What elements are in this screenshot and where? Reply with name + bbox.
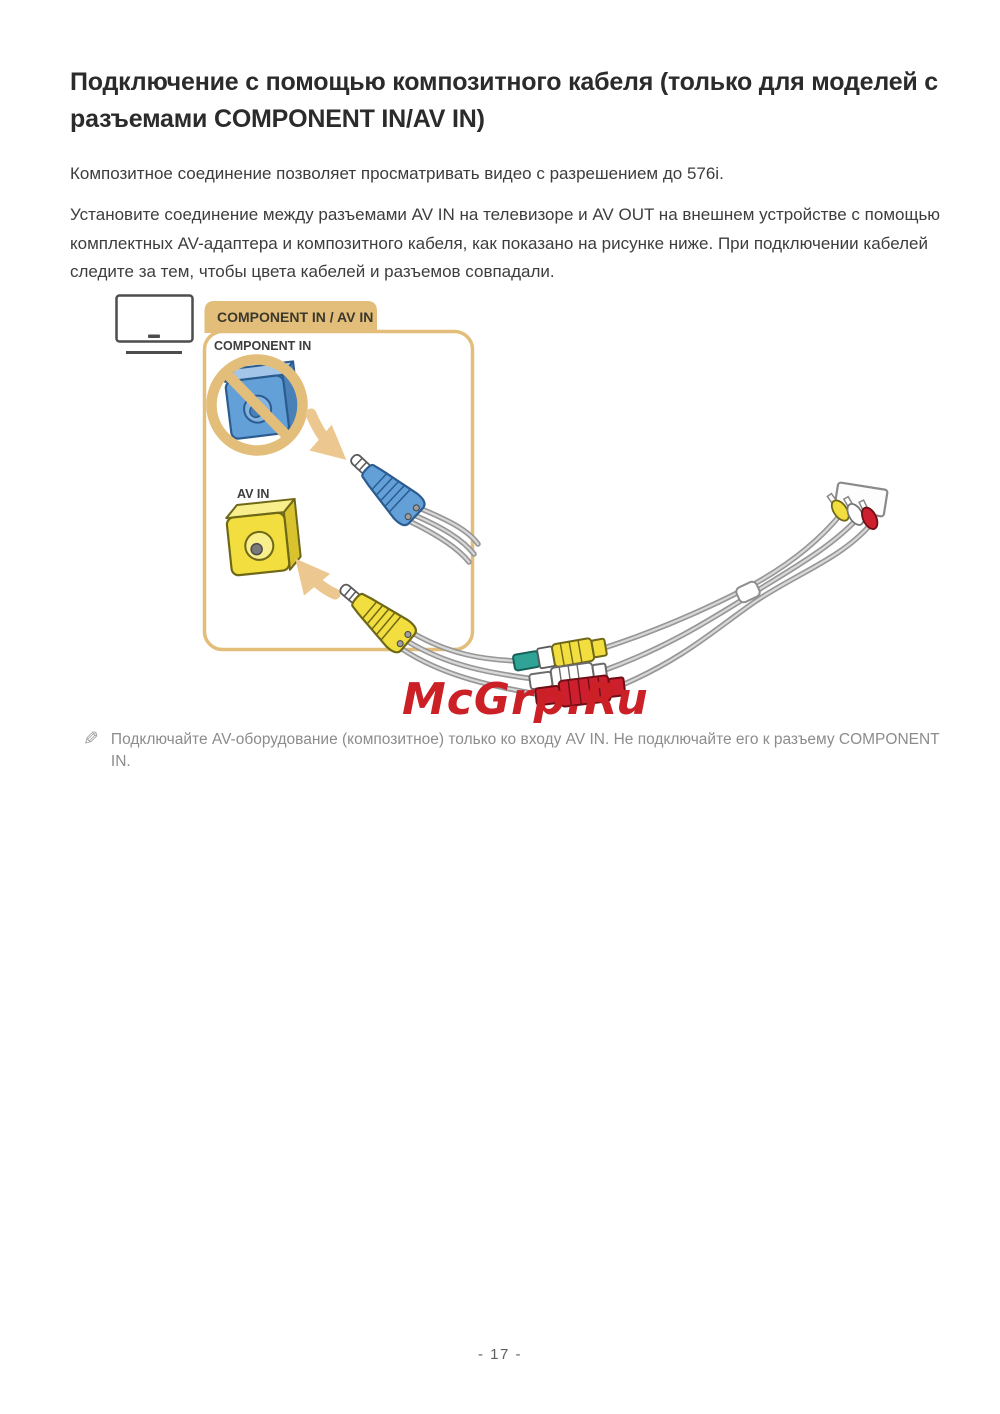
av-in-label: AV IN <box>237 487 270 501</box>
connection-diagram-svg <box>0 287 1000 717</box>
watermark: McGrp.Ru <box>402 674 649 725</box>
connection-diagram <box>0 287 1000 717</box>
note-row <box>83 729 963 773</box>
instructions-paragraph: Установите соединение между разъемами AV IN на телевизоре и AV OUT на внешнем устройстве с помощью комплектных AV-адаптера и композитного кабеля, как показано на рисунке ниже. При подключении кабелей следите за тем, чтобы цвета кабелей и разъемов совпадали. <box>70 205 941 281</box>
note-text: Подключайте AV-оборудование (композитное) только ко входу AV IN. Не подключайте его к разъему COMPONENT IN. <box>110 731 940 770</box>
page-title: Подключение с помощью композитного кабеля (только для моделей с разъемами COMPONENT IN/AV IN) <box>70 68 939 133</box>
pencil-icon: ✎ <box>83 729 99 750</box>
composite-cables <box>604 514 871 685</box>
component-in-label: COMPONENT IN <box>214 339 312 353</box>
panel-tab-label: COMPONENT IN / AV IN <box>217 309 374 325</box>
tv-icon <box>117 296 193 353</box>
av-in-port <box>225 499 302 576</box>
page-number: - 17 - <box>477 1346 522 1363</box>
intro-paragraph: Композитное соединение позволяет просматривать видео с разрешением до 576i. <box>70 164 724 183</box>
